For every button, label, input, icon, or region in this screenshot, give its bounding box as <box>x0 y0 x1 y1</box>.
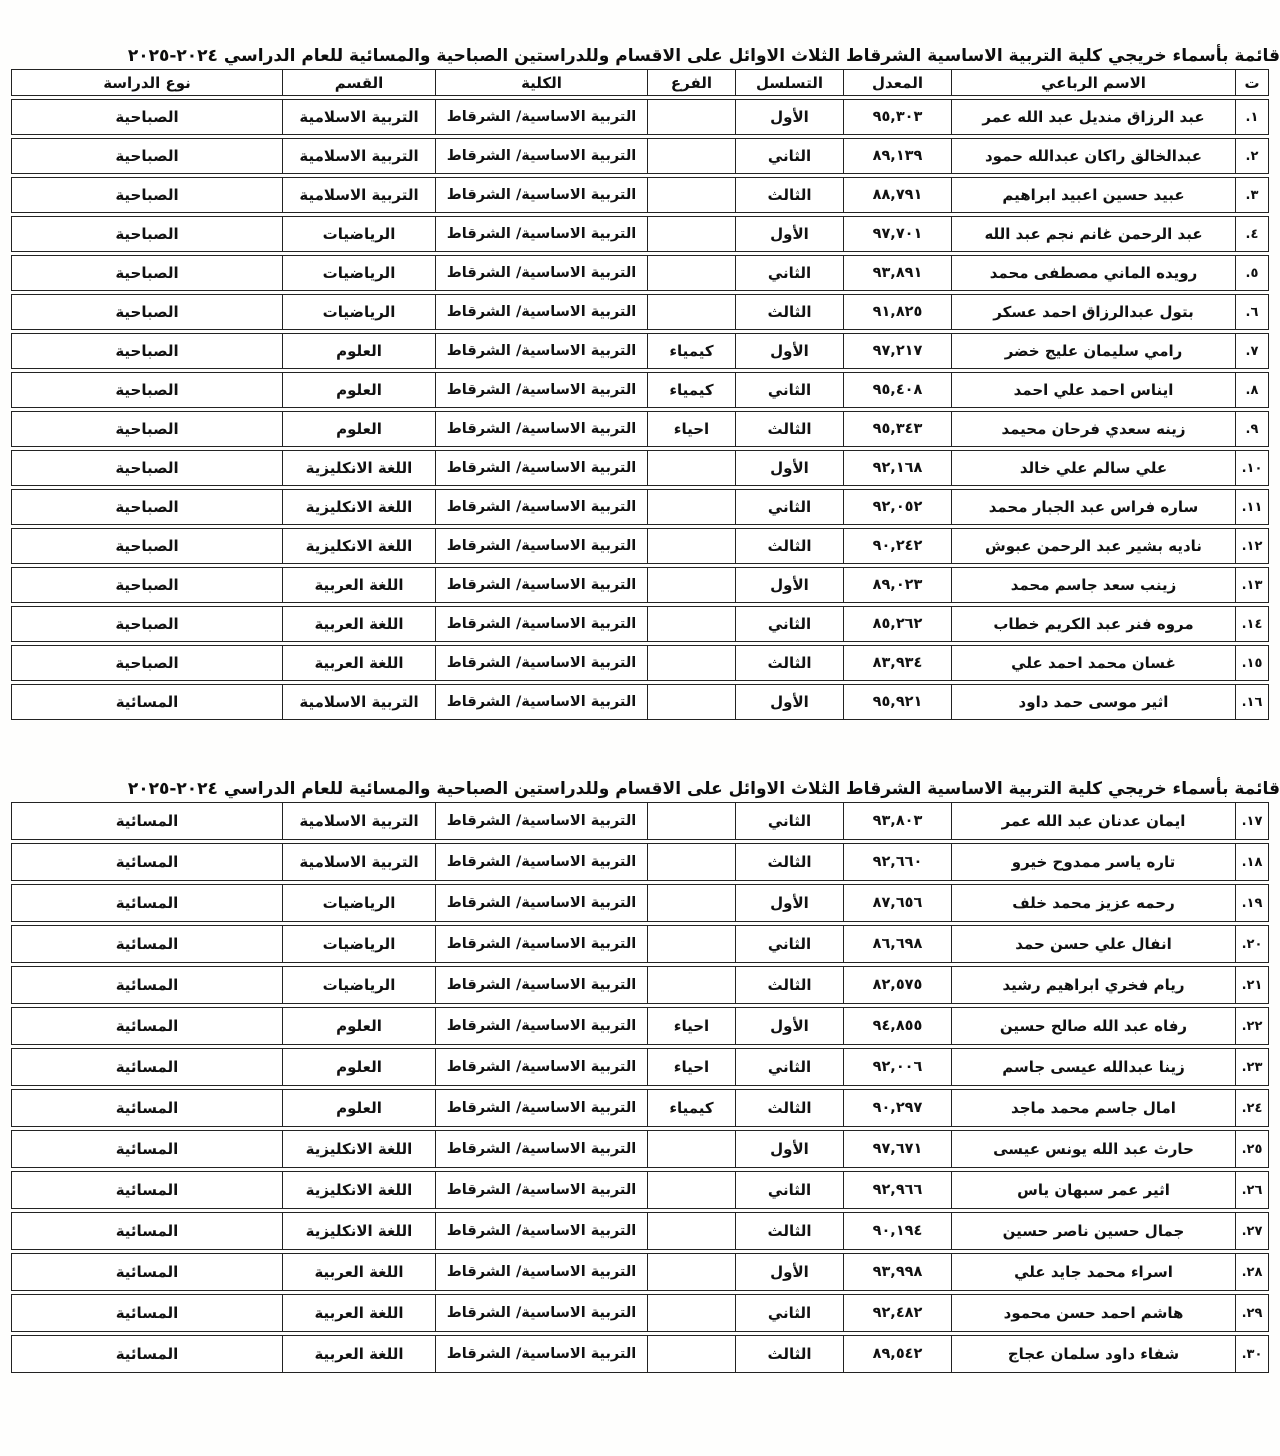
cell-name: شفاء داود سلمان عجاج <box>951 1335 1235 1373</box>
cell-rank: الثالث <box>735 843 843 881</box>
cell-study-type: الصباحية <box>11 372 282 408</box>
cell-seq: ٢٧. <box>1235 1212 1269 1250</box>
cell-average: ٩٣,٩٩٨ <box>843 1253 951 1291</box>
cell-name: رامي سليمان عليج خضر <box>951 333 1235 369</box>
cell-study-type: الصباحية <box>11 567 282 603</box>
cell-department: التربية الاسلامية <box>282 843 435 881</box>
cell-study-type: الصباحية <box>11 177 282 213</box>
cell-average: ٨٢,٥٧٥ <box>843 966 951 1004</box>
cell-rank: الأول <box>735 1007 843 1045</box>
cell-rank: الثاني <box>735 606 843 642</box>
column-header-branch: الفرع <box>647 69 735 96</box>
cell-rank: الثاني <box>735 255 843 291</box>
cell-seq: ٩. <box>1235 411 1269 447</box>
cell-rank: الثاني <box>735 138 843 174</box>
cell-study-type: الصباحية <box>11 528 282 564</box>
cell-seq: ٢٦. <box>1235 1171 1269 1209</box>
cell-rank: الثالث <box>735 1335 843 1373</box>
cell-college: التربية الاساسية/ الشرقاط <box>435 684 647 720</box>
column-header-college: الكلية <box>435 69 647 96</box>
cell-branch <box>647 528 735 564</box>
cell-rank: الأول <box>735 333 843 369</box>
cell-college: التربية الاساسية/ الشرقاط <box>435 216 647 252</box>
cell-average: ٩٧,٧٠١ <box>843 216 951 252</box>
cell-study-type: الصباحية <box>11 606 282 642</box>
cell-average: ٩٤,٨٥٥ <box>843 1007 951 1045</box>
cell-college: التربية الاساسية/ الشرقاط <box>435 1007 647 1045</box>
cell-name: بتول عبدالرزاق احمد عسكر <box>951 294 1235 330</box>
document-title-2: قائمة بأسماء خريجي كلية التربية الاساسية الشرقاط الثلاث الاوائل على الاقسام وللدراستين الصباحية والمسائية للعام الدراسي ٢٠٢٤-٢٠٢٥ <box>127 779 1280 799</box>
cell-seq: ١٢. <box>1235 528 1269 564</box>
cell-seq: ٢. <box>1235 138 1269 174</box>
cell-department: اللغة الانكليزية <box>282 528 435 564</box>
cell-average: ٨٩,٠٢٣ <box>843 567 951 603</box>
cell-seq: ٣. <box>1235 177 1269 213</box>
cell-average: ٨٨,٧٩١ <box>843 177 951 213</box>
table-row <box>11 645 1269 681</box>
cell-department: اللغة العربية <box>282 606 435 642</box>
cell-department: العلوم <box>282 1089 435 1127</box>
cell-branch <box>647 843 735 881</box>
cell-rank: الثاني <box>735 1294 843 1332</box>
cell-college: التربية الاساسية/ الشرقاط <box>435 884 647 922</box>
cell-name: عبد الرحمن غانم نجم عبد الله <box>951 216 1235 252</box>
table-row <box>11 450 1269 486</box>
cell-study-type: المسائية <box>11 1048 282 1086</box>
cell-seq: ٢٥. <box>1235 1130 1269 1168</box>
cell-branch <box>647 216 735 252</box>
cell-average: ٨٦,٦٩٨ <box>843 925 951 963</box>
cell-department: اللغة العربية <box>282 1294 435 1332</box>
cell-name: تاره ياسر ممدوح خيرو <box>951 843 1235 881</box>
cell-college: التربية الاساسية/ الشرقاط <box>435 1212 647 1250</box>
document-title: قائمة بأسماء خريجي كلية التربية الاساسية الشرقاط الثلاث الاوائل على الاقسام وللدراستين الصباحية والمسائية للعام الدراسي ٢٠٢٤-٢٠٢٥ <box>127 46 1280 66</box>
cell-branch <box>647 925 735 963</box>
cell-name: اسراء محمد جايد علي <box>951 1253 1235 1291</box>
cell-department: اللغة العربية <box>282 1253 435 1291</box>
table-row <box>11 684 1269 720</box>
cell-department: الرياضيات <box>282 294 435 330</box>
cell-name: ساره فراس عبد الجبار محمد <box>951 489 1235 525</box>
cell-college: التربية الاساسية/ الشرقاط <box>435 1171 647 1209</box>
cell-study-type: الصباحية <box>11 411 282 447</box>
cell-rank: الأول <box>735 216 843 252</box>
table-row <box>11 372 1269 408</box>
cell-branch <box>647 1335 735 1373</box>
table-row <box>11 884 1269 922</box>
cell-branch <box>647 1212 735 1250</box>
cell-average: ٩٠,٢٤٢ <box>843 528 951 564</box>
cell-name: علي سالم علي خالد <box>951 450 1235 486</box>
cell-name: حارث عبد الله يونس عيسى <box>951 1130 1235 1168</box>
cell-branch <box>647 645 735 681</box>
cell-seq: ٢٩. <box>1235 1294 1269 1332</box>
table-row <box>11 489 1269 525</box>
cell-name: ناديه بشير عبد الرحمن عبوش <box>951 528 1235 564</box>
cell-branch <box>647 1130 735 1168</box>
cell-average: ٨٥,٢٦٢ <box>843 606 951 642</box>
cell-study-type: المسائية <box>11 925 282 963</box>
cell-department: الرياضيات <box>282 925 435 963</box>
cell-name: ايمان عدنان عبد الله عمر <box>951 802 1235 840</box>
cell-branch <box>647 884 735 922</box>
cell-study-type: الصباحية <box>11 489 282 525</box>
cell-average: ٩٢,٠٥٢ <box>843 489 951 525</box>
cell-department: الرياضيات <box>282 255 435 291</box>
cell-department: العلوم <box>282 1007 435 1045</box>
cell-average: ٩٢,٩٦٦ <box>843 1171 951 1209</box>
cell-average: ٩٠,٢٩٧ <box>843 1089 951 1127</box>
cell-department: الرياضيات <box>282 216 435 252</box>
cell-seq: ١٠. <box>1235 450 1269 486</box>
cell-name: زينه سعدي فرحان محيمد <box>951 411 1235 447</box>
table-row <box>11 333 1269 369</box>
cell-name: هاشم احمد حسن محمود <box>951 1294 1235 1332</box>
cell-rank: الثالث <box>735 1212 843 1250</box>
cell-branch <box>647 966 735 1004</box>
cell-department: اللغة العربية <box>282 567 435 603</box>
cell-study-type: المسائية <box>11 1130 282 1168</box>
cell-department: الرياضيات <box>282 966 435 1004</box>
cell-seq: ١٩. <box>1235 884 1269 922</box>
table-row <box>11 802 1269 840</box>
table-row <box>11 138 1269 174</box>
cell-branch: احياء <box>647 411 735 447</box>
cell-seq: ٤. <box>1235 216 1269 252</box>
cell-study-type: الصباحية <box>11 333 282 369</box>
column-header-rank: التسلسل <box>735 69 843 96</box>
cell-branch: كيمياء <box>647 333 735 369</box>
cell-college: التربية الاساسية/ الشرقاط <box>435 843 647 881</box>
table-row <box>11 843 1269 881</box>
cell-branch: كيمياء <box>647 372 735 408</box>
cell-college: التربية الاساسية/ الشرقاط <box>435 255 647 291</box>
cell-department: التربية الاسلامية <box>282 684 435 720</box>
cell-rank: الثالث <box>735 177 843 213</box>
cell-name: زينا عبدالله عيسى جاسم <box>951 1048 1235 1086</box>
cell-department: اللغة العربية <box>282 1335 435 1373</box>
cell-rank: الأول <box>735 1130 843 1168</box>
cell-department: العلوم <box>282 411 435 447</box>
cell-college: التربية الاساسية/ الشرقاط <box>435 1089 647 1127</box>
cell-college: التربية الاساسية/ الشرقاط <box>435 645 647 681</box>
table-row <box>11 1007 1269 1045</box>
cell-branch <box>647 684 735 720</box>
cell-name: عبد الرزاق منديل عبد الله عمر <box>951 99 1235 135</box>
cell-department: العلوم <box>282 372 435 408</box>
cell-branch <box>647 1253 735 1291</box>
table-row <box>11 925 1269 963</box>
table-row <box>11 1171 1269 1209</box>
cell-seq: ٨. <box>1235 372 1269 408</box>
cell-branch <box>647 802 735 840</box>
table-body-second <box>11 802 1269 1373</box>
cell-seq: ١٤. <box>1235 606 1269 642</box>
cell-average: ٩٢,٦٦٠ <box>843 843 951 881</box>
table-row <box>11 411 1269 447</box>
cell-branch: احياء <box>647 1048 735 1086</box>
cell-department: اللغة العربية <box>282 645 435 681</box>
cell-branch <box>647 177 735 213</box>
cell-study-type: المسائية <box>11 966 282 1004</box>
cell-seq: ١٨. <box>1235 843 1269 881</box>
cell-rank: الأول <box>735 1253 843 1291</box>
cell-average: ٩٠,١٩٤ <box>843 1212 951 1250</box>
cell-rank: الأول <box>735 884 843 922</box>
cell-department: التربية الاسلامية <box>282 138 435 174</box>
cell-college: التربية الاساسية/ الشرقاط <box>435 177 647 213</box>
cell-study-type: المسائية <box>11 802 282 840</box>
table-row <box>11 1130 1269 1168</box>
cell-rank: الثاني <box>735 489 843 525</box>
cell-college: التربية الاساسية/ الشرقاط <box>435 411 647 447</box>
cell-college: التربية الاساسية/ الشرقاط <box>435 567 647 603</box>
cell-name: اثير موسى حمد داود <box>951 684 1235 720</box>
cell-rank: الثالث <box>735 528 843 564</box>
cell-seq: ٣٠. <box>1235 1335 1269 1373</box>
cell-seq: ١. <box>1235 99 1269 135</box>
table-row <box>11 99 1269 135</box>
cell-college: التربية الاساسية/ الشرقاط <box>435 372 647 408</box>
cell-study-type: الصباحية <box>11 255 282 291</box>
table-row <box>11 294 1269 330</box>
table-row <box>11 1212 1269 1250</box>
cell-rank: الأول <box>735 99 843 135</box>
cell-department: اللغة الانكليزية <box>282 1212 435 1250</box>
cell-seq: ١٧. <box>1235 802 1269 840</box>
cell-average: ٨٧,٦٥٦ <box>843 884 951 922</box>
cell-study-type: الصباحية <box>11 216 282 252</box>
cell-average: ٩٥,٣٤٣ <box>843 411 951 447</box>
cell-college: التربية الاساسية/ الشرقاط <box>435 489 647 525</box>
cell-college: التربية الاساسية/ الشرقاط <box>435 1253 647 1291</box>
table-row <box>11 216 1269 252</box>
cell-average: ٩٥,٤٠٨ <box>843 372 951 408</box>
cell-rank: الثالث <box>735 411 843 447</box>
cell-department: اللغة الانكليزية <box>282 1171 435 1209</box>
cell-rank: الأول <box>735 450 843 486</box>
cell-department: الرياضيات <box>282 884 435 922</box>
cell-study-type: الصباحية <box>11 99 282 135</box>
table-row <box>11 177 1269 213</box>
cell-department: العلوم <box>282 1048 435 1086</box>
cell-name: عبدالخالق راكان عبدالله حمود <box>951 138 1235 174</box>
cell-name: مروه فنر عبد الكريم خطاب <box>951 606 1235 642</box>
cell-branch <box>647 255 735 291</box>
cell-seq: ١١. <box>1235 489 1269 525</box>
cell-name: جمال حسين ناصر حسين <box>951 1212 1235 1250</box>
cell-rank: الأول <box>735 684 843 720</box>
cell-rank: الثالث <box>735 645 843 681</box>
cell-name: ايناس احمد علي احمد <box>951 372 1235 408</box>
table-row <box>11 606 1269 642</box>
graduates-table-second <box>11 799 1269 1376</box>
table-row <box>11 1089 1269 1127</box>
cell-average: ٨٩,٥٤٢ <box>843 1335 951 1373</box>
cell-average: ٩٣,٨٠٣ <box>843 802 951 840</box>
cell-branch <box>647 294 735 330</box>
cell-name: انفال علي حسن حمد <box>951 925 1235 963</box>
cell-study-type: المسائية <box>11 1212 282 1250</box>
cell-name: غسان محمد احمد علي <box>951 645 1235 681</box>
cell-college: التربية الاساسية/ الشرقاط <box>435 606 647 642</box>
cell-seq: ٦. <box>1235 294 1269 330</box>
table-row <box>11 528 1269 564</box>
cell-average: ٩١,٨٢٥ <box>843 294 951 330</box>
cell-college: التربية الاساسية/ الشرقاط <box>435 1335 647 1373</box>
cell-study-type: المسائية <box>11 1335 282 1373</box>
cell-college: التربية الاساسية/ الشرقاط <box>435 1130 647 1168</box>
table-row <box>11 1048 1269 1086</box>
cell-college: التربية الاساسية/ الشرقاط <box>435 925 647 963</box>
cell-study-type: المسائية <box>11 1007 282 1045</box>
cell-branch <box>647 567 735 603</box>
cell-seq: ٢٠. <box>1235 925 1269 963</box>
cell-department: التربية الاسلامية <box>282 99 435 135</box>
table-row <box>11 966 1269 1004</box>
cell-rank: الثالث <box>735 1089 843 1127</box>
cell-seq: ٢٣. <box>1235 1048 1269 1086</box>
column-header-name: الاسم الرباعي <box>951 69 1235 96</box>
column-header-seq: ت <box>1235 69 1269 96</box>
cell-college: التربية الاساسية/ الشرقاط <box>435 99 647 135</box>
cell-college: التربية الاساسية/ الشرقاط <box>435 333 647 369</box>
cell-college: التربية الاساسية/ الشرقاط <box>435 966 647 1004</box>
cell-average: ٩٧,٢١٧ <box>843 333 951 369</box>
cell-average: ٩٢,٠٠٦ <box>843 1048 951 1086</box>
cell-college: التربية الاساسية/ الشرقاط <box>435 1048 647 1086</box>
table-row <box>11 1294 1269 1332</box>
cell-rank: الثالث <box>735 966 843 1004</box>
cell-name: رويده الماني مصطفى محمد <box>951 255 1235 291</box>
header-row <box>11 69 1269 96</box>
cell-college: التربية الاساسية/ الشرقاط <box>435 294 647 330</box>
cell-department: اللغة الانكليزية <box>282 489 435 525</box>
cell-name: رفاه عبد الله صالح حسين <box>951 1007 1235 1045</box>
column-header-study-type: نوع الدراسة <box>11 69 282 96</box>
cell-branch: احياء <box>647 1007 735 1045</box>
cell-study-type: المسائية <box>11 684 282 720</box>
cell-average: ٩٣,٨٩١ <box>843 255 951 291</box>
cell-study-type: المسائية <box>11 1171 282 1209</box>
cell-rank: الثالث <box>735 294 843 330</box>
cell-department: العلوم <box>282 333 435 369</box>
cell-study-type: المسائية <box>11 1253 282 1291</box>
cell-study-type: الصباحية <box>11 645 282 681</box>
cell-rank: الثاني <box>735 802 843 840</box>
cell-seq: ٢١. <box>1235 966 1269 1004</box>
cell-average: ٩٧,٦٧١ <box>843 1130 951 1168</box>
cell-average: ٨٩,١٣٩ <box>843 138 951 174</box>
cell-rank: الثاني <box>735 372 843 408</box>
cell-name: عبيد حسين اعبيد ابراهيم <box>951 177 1235 213</box>
table-body-first <box>11 99 1269 720</box>
cell-seq: ٢٤. <box>1235 1089 1269 1127</box>
cell-branch: كيمياء <box>647 1089 735 1127</box>
column-header-average: المعدل <box>843 69 951 96</box>
cell-study-type: الصباحية <box>11 450 282 486</box>
cell-college: التربية الاساسية/ الشرقاط <box>435 450 647 486</box>
cell-seq: ٢٨. <box>1235 1253 1269 1291</box>
cell-department: التربية الاسلامية <box>282 177 435 213</box>
cell-college: التربية الاساسية/ الشرقاط <box>435 138 647 174</box>
cell-average: ٨٣,٩٣٤ <box>843 645 951 681</box>
table-row <box>11 1253 1269 1291</box>
cell-branch <box>647 1171 735 1209</box>
cell-department: اللغة الانكليزية <box>282 1130 435 1168</box>
table-row <box>11 255 1269 291</box>
cell-branch <box>647 606 735 642</box>
cell-rank: الثاني <box>735 1048 843 1086</box>
cell-rank: الثاني <box>735 1171 843 1209</box>
cell-average: ٩٢,٤٨٢ <box>843 1294 951 1332</box>
cell-name: امال جاسم محمد ماجد <box>951 1089 1235 1127</box>
cell-seq: ٥. <box>1235 255 1269 291</box>
cell-study-type: المسائية <box>11 843 282 881</box>
cell-name: اثير عمر سبهان ياس <box>951 1171 1235 1209</box>
graduates-table-first <box>11 66 1269 723</box>
cell-seq: ٢٢. <box>1235 1007 1269 1045</box>
table-row <box>11 1335 1269 1373</box>
cell-department: التربية الاسلامية <box>282 802 435 840</box>
cell-seq: ١٦. <box>1235 684 1269 720</box>
cell-average: ٩٥,٣٠٣ <box>843 99 951 135</box>
cell-rank: الثاني <box>735 925 843 963</box>
cell-study-type: الصباحية <box>11 138 282 174</box>
cell-branch <box>647 1294 735 1332</box>
cell-average: ٩٢,١٦٨ <box>843 450 951 486</box>
table-row <box>11 567 1269 603</box>
cell-rank: الأول <box>735 567 843 603</box>
cell-study-type: المسائية <box>11 1294 282 1332</box>
cell-name: ريام فخري ابراهيم رشيد <box>951 966 1235 1004</box>
cell-college: التربية الاساسية/ الشرقاط <box>435 802 647 840</box>
cell-branch <box>647 99 735 135</box>
cell-college: التربية الاساسية/ الشرقاط <box>435 1294 647 1332</box>
cell-branch <box>647 450 735 486</box>
cell-name: زينب سعد جاسم محمد <box>951 567 1235 603</box>
cell-branch <box>647 138 735 174</box>
cell-study-type: المسائية <box>11 884 282 922</box>
cell-seq: ١٣. <box>1235 567 1269 603</box>
cell-seq: ٧. <box>1235 333 1269 369</box>
cell-study-type: الصباحية <box>11 294 282 330</box>
column-header-department: القسم <box>282 69 435 96</box>
cell-average: ٩٥,٩٢١ <box>843 684 951 720</box>
cell-study-type: المسائية <box>11 1089 282 1127</box>
cell-college: التربية الاساسية/ الشرقاط <box>435 528 647 564</box>
cell-seq: ١٥. <box>1235 645 1269 681</box>
cell-department: اللغة الانكليزية <box>282 450 435 486</box>
cell-branch <box>647 489 735 525</box>
cell-name: رحمه عزيز محمد خلف <box>951 884 1235 922</box>
